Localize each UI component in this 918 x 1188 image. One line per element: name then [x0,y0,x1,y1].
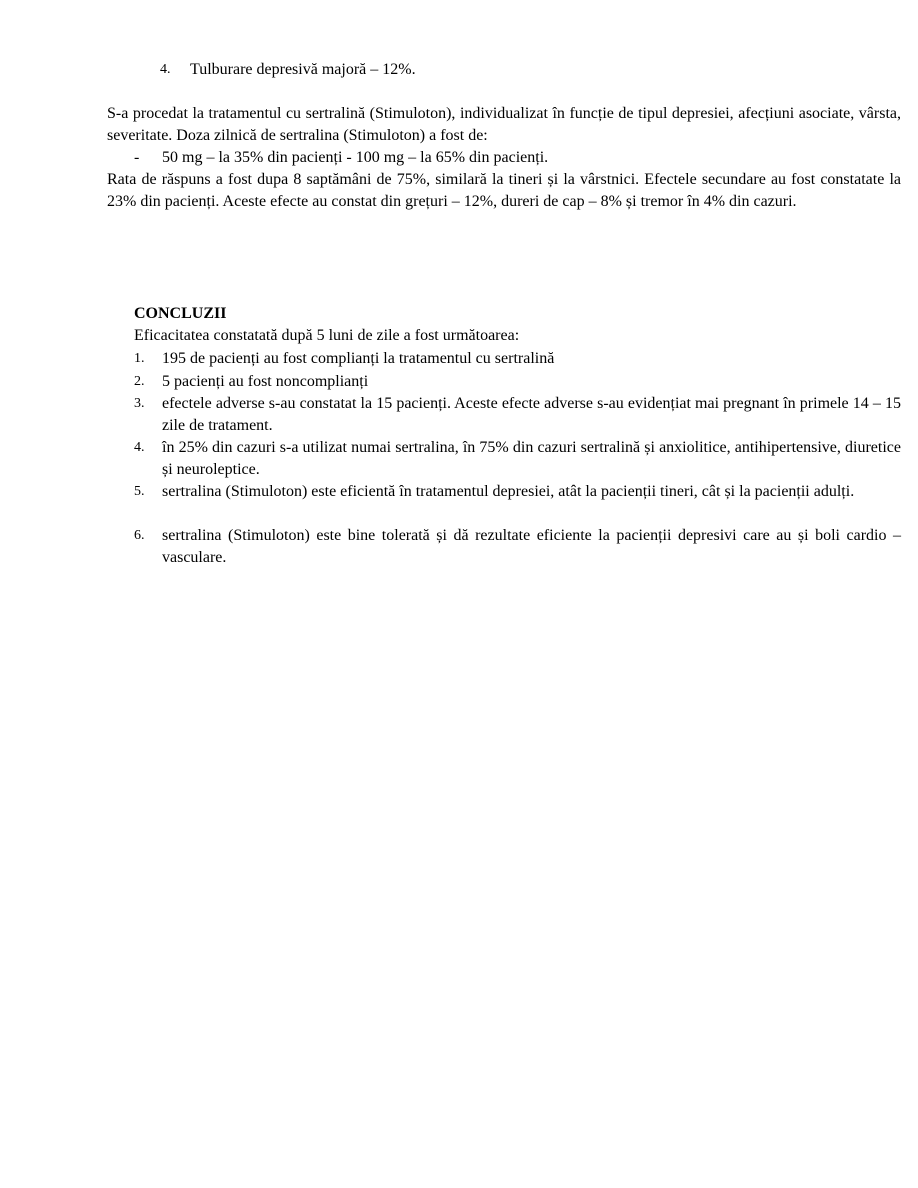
conclusions-list-item [134,437,901,481]
conclusions-list-item [134,525,901,569]
dose-line-text: 50 mg – la 35% din pacienți - 100 mg – la 65% din pacienți. [162,149,549,166]
conclusions-item-text: sertralina (Stimuloton) este bine tolerată și dă rezultate eficiente la pacienții depresivi care au și boli cardio – vasculare. [162,527,901,566]
conclusions-item-text: 5 pacienți au fost noncomplianți [162,373,369,390]
conclusions-item-text: în 25% din cazuri s-a utilizat numai sertralina, în 75% din cazuri sertralină și anxiolitice, antihipertensive, diuretice și neuroleptice. [162,439,901,478]
conclusions-item-number: 1. [134,351,145,366]
top-list-item [160,59,900,81]
conclusions-heading: CONCLUZII [134,305,227,322]
conclusions-item-number: 2. [134,374,145,389]
dose-line [134,147,900,169]
conclusions-item-text: efectele adverse s-au constatat la 15 pacienți. Aceste efecte adverse s-au evidențiat mai pregnant în primele 14 – 15 zile de tratament. [162,395,901,434]
conclusions-item-text: sertralina (Stimuloton) este eficientă în tratamentul depresiei, atât la pacienții tineri, cât și la pacienții adulți. [162,483,855,500]
conclusions-item-number: 5. [134,484,145,499]
conclusions-item-text: 195 de pacienți au fost complianți la tratamentul cu sertralină [162,350,555,367]
conclusions-item-number: 3. [134,396,145,411]
treatment-paragraph: S-a procedat la tratamentul cu sertralină (Stimuloton), individualizat în funcție de tipul depresiei, afecțiuni asociate, vârsta, severitate. Doza zilnică de sertralina (Stimuloton) a fost de: [107,105,901,144]
conclusions-list-item [134,348,901,370]
conclusions-intro: Eficacitatea constatată după 5 luni de zile a fost următoarea: [134,327,520,344]
top-list-item-text: Tulburare depresivă majoră – 12%. [190,61,416,78]
conclusions-list-item [134,393,901,437]
top-list-item-number: 4. [160,62,171,77]
dose-line-marker: - [134,149,140,166]
conclusions-item-number: 4. [134,440,145,455]
conclusions-list-item [134,371,901,393]
conclusions-list-item [134,481,901,503]
response-paragraph: Rata de răspuns a fost dupa 8 saptămâni de 75%, similară la tineri și la vârstnici. Efectele secundare au fost constatate la 23% din pacienți. Aceste efecte au constat din grețuri – 12%, dureri de cap – 8% și tremor în 4% din cazuri. [107,171,901,210]
conclusions-item-number: 6. [134,528,145,543]
